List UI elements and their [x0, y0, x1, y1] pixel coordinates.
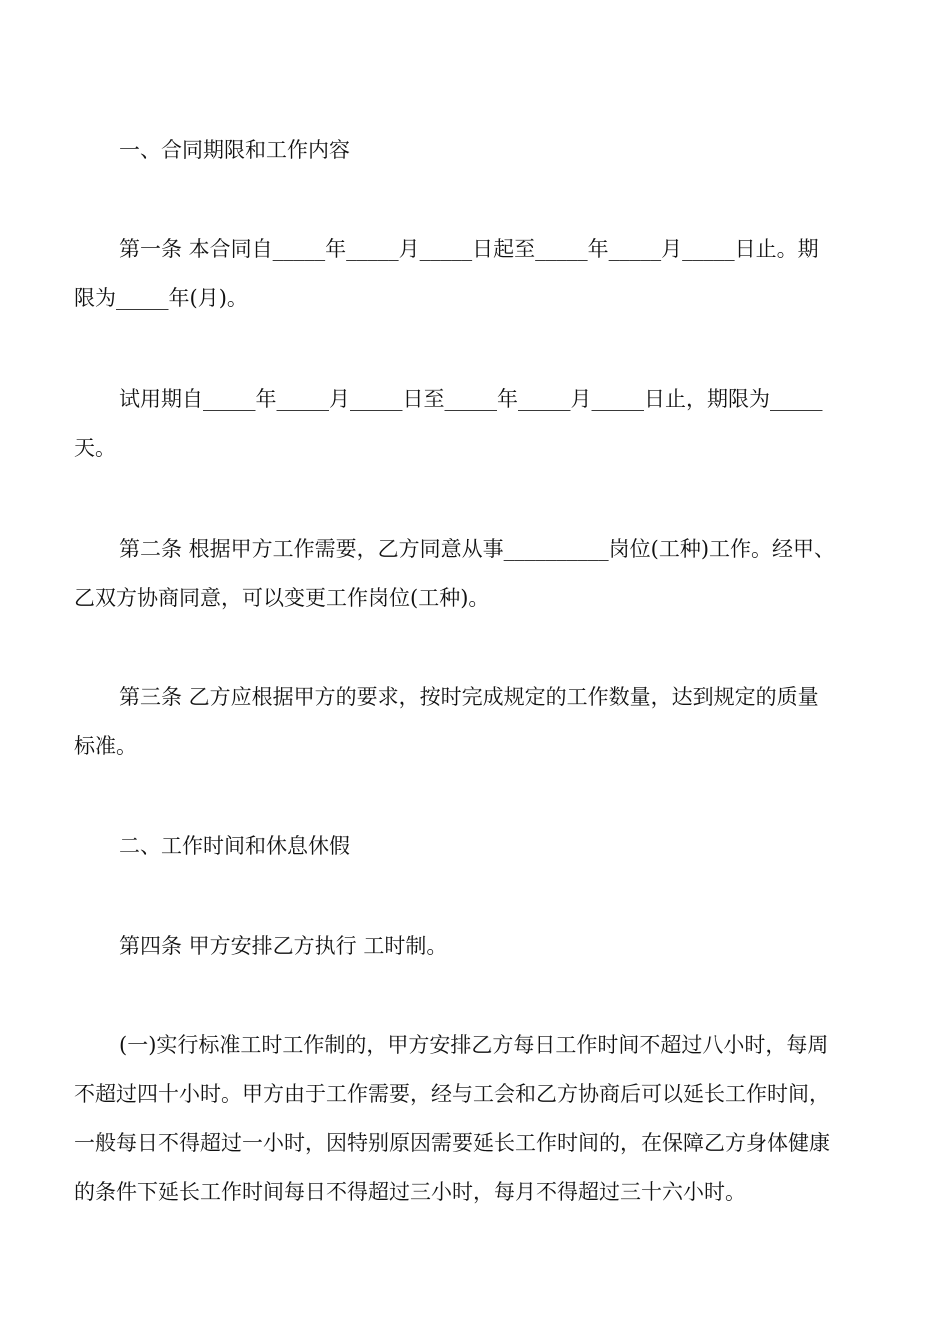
article-4-paragraph	[74, 922, 880, 971]
paragraph-line: (一)实行标准工时工作制的，甲方安排乙方每日工作时间不超过八小时，每周	[119, 1033, 829, 1057]
standard-hours-paragraph	[74, 1021, 880, 1217]
probation-paragraph	[74, 375, 880, 473]
section-heading-contract-term	[119, 126, 879, 175]
paragraph-line: 一般每日不得超过一小时，因特别原因需要延长工作时间的，在保障乙方身体健康	[74, 1131, 830, 1155]
article-2-paragraph	[74, 525, 880, 623]
article-1-paragraph	[74, 225, 880, 323]
paragraph-line: 试用期自_____年_____月_____日至_____年_____月_____日止，期限为_____	[119, 387, 823, 411]
paragraph-line: 第四条 甲方安排乙方执行 工时制。	[119, 934, 448, 958]
section-title: 一、合同期限和工作内容	[119, 138, 350, 162]
section-title: 二、工作时间和休息休假	[119, 834, 350, 858]
article-3-paragraph	[74, 673, 880, 771]
paragraph-line: 第二条 根据甲方工作需要，乙方同意从事__________岗位(工种)工作。经甲、	[119, 537, 836, 561]
paragraph-line: 的条件下延长工作时间每日不得超过三小时，每月不得超过三十六小时。	[74, 1180, 746, 1204]
paragraph-line: 第三条 乙方应根据甲方的要求，按时完成规定的工作数量，达到规定的质量	[119, 685, 819, 709]
section-heading-work-hours	[119, 822, 879, 871]
paragraph-line: 乙双方协商同意，可以变更工作岗位(工种)。	[74, 586, 490, 610]
paragraph-line: 限为_____年(月)。	[74, 286, 248, 310]
paragraph-line: 第一条 本合同自_____年_____月_____日起至_____年_____月_____日止。期	[119, 237, 819, 261]
paragraph-line: 天。	[74, 436, 116, 460]
paragraph-line: 标准。	[74, 734, 137, 758]
paragraph-line: 不超过四十小时。甲方由于工作需要，经与工会和乙方协商后可以延长工作时间，	[74, 1082, 830, 1106]
